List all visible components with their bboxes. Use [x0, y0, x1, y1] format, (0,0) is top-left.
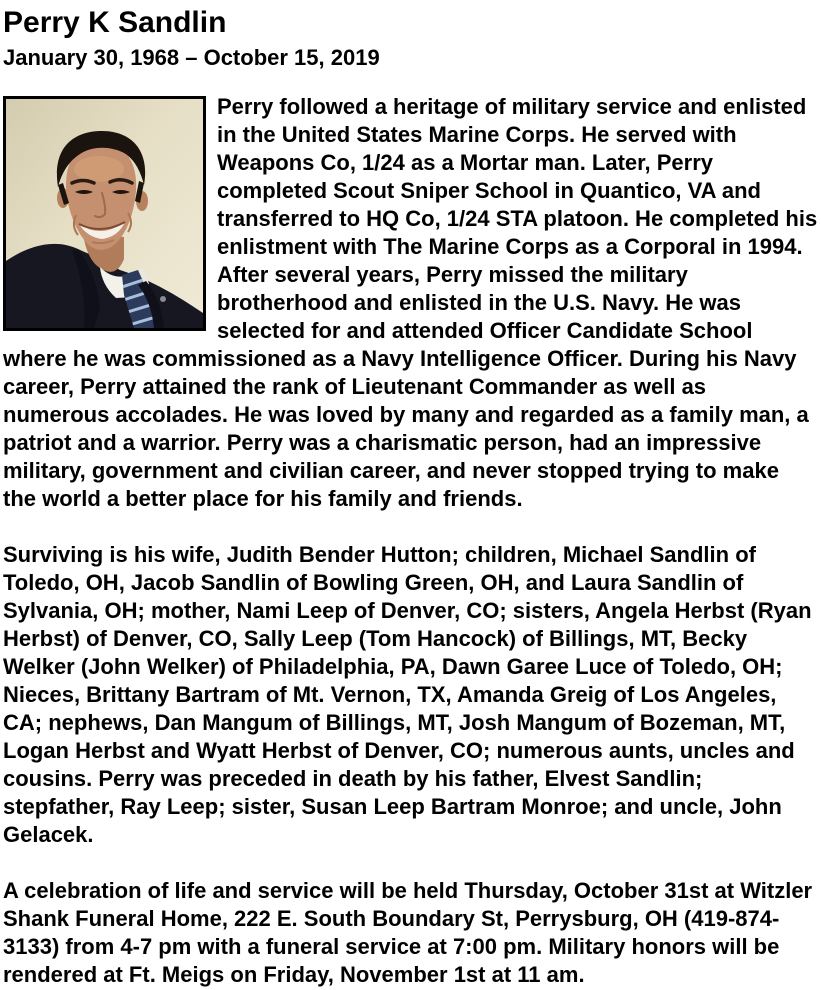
paragraph-services: A celebration of life and service will be held Thursday, October 31st at Witzler Shank Funeral Home, 222 E. South Boundary St, Perrysburg, OH (419-874-3133) from 4-7 pm with a funeral service at 7:00 pm. Military honors will be rendered at Ft. Meigs on Friday, November 1st at 11 am. — [3, 878, 813, 987]
portrait-photo — [3, 96, 206, 331]
life-dates: January 30, 1968 – October 15, 2019 — [3, 45, 380, 70]
obituary-body — [3, 93, 818, 989]
paragraph-biography — [3, 93, 818, 513]
paragraph-biography-text: Perry followed a heritage of military service and enlisted in the United States Marine Corps. He served with Weapons Co, 1/24 as a Mortar man. Later, Perry completed Scout Sniper School in Quantico, VA and transferred to HQ Co, 1/24 STA platoon. He completed his enlistment with The Marine Corps as a Corporal in 1994. After several years, Perry missed the military brotherhood and enlisted in the U.S. Navy. He was selected for and attended Officer Candidate School where he was commissioned as a Navy Intelligence Officer. During his Navy career, Perry attained the rank of Lieutenant Commander as well as numerous accolades. He was loved by many and regarded as a family man, a patriot and a warrior. Perry was a charismatic person, had an impressive military, government and civilian career, and never stopped trying to make the world a better place for his family and friends. — [3, 94, 818, 511]
page-title: Perry K Sandlin — [3, 6, 227, 39]
portrait-photo-drawing — [6, 99, 203, 328]
paragraph-survivors: Surviving is his wife, Judith Bender Hutton; children, Michael Sandlin of Toledo, OH, Jacob Sandlin of Bowling Green, OH, and Laura Sandlin of Sylvania, OH; mother, Nami Leep of Denver, CO; sisters, Angela Herbst (Ryan Herbst) of Denver, CO, Sally Leep (Tom Hancock) of Billings, MT, Becky Welker (John Welker) of Philadelphia, PA, Dawn Garee Luce of Toledo, OH; Nieces, Brittany Bartram of Mt. Vernon, TX, Amanda Greig of Los Angeles, CA; nephews, Dan Mangum of Billings, MT, Josh Mangum of Bozeman, MT, Logan Herbst and Wyatt Herbst of Denver, CO; numerous aunts, uncles and cousins. Perry was preceded in death by his father, Elvest Sandlin; stepfather, Ray Leep; sister, Susan Leep Bartram Monroe; and uncle, John Gelacek. — [3, 542, 812, 847]
